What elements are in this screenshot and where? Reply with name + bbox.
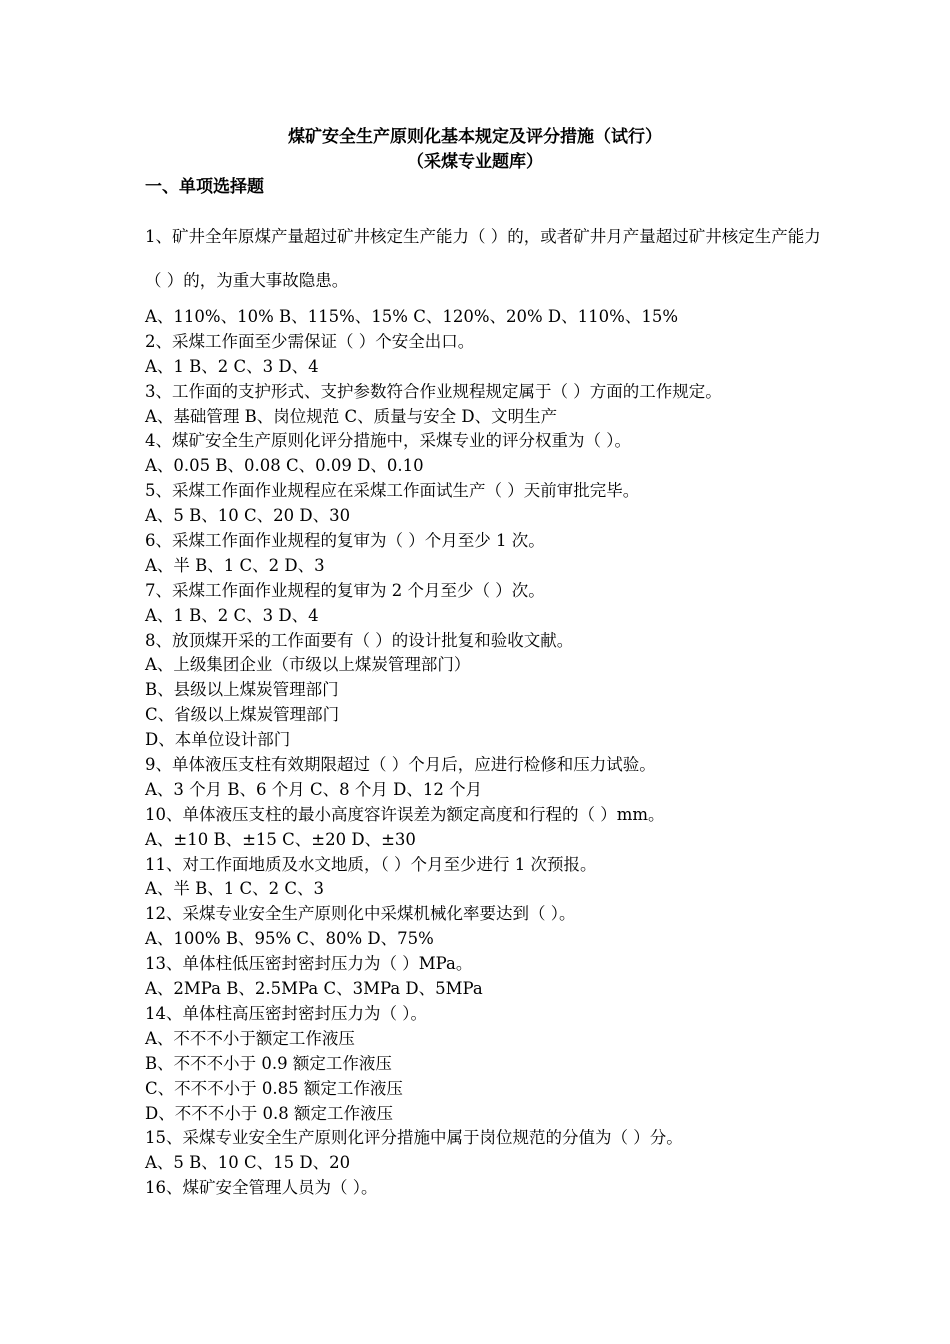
text-line: 2、采煤工作面至少需保证（ ）个安全出口。	[145, 331, 475, 351]
text-line: 15、采煤专业安全生产原则化评分措施中属于岗位规范的分值为（ ）分。	[145, 1128, 683, 1148]
text-line: A、110%、10% B、115%、15% C、120%、20% D、110%、15%	[145, 307, 679, 326]
text-line: 10、单体液压支柱的最小高度容许误差为额定高度和行程的（ ）mm。	[145, 804, 665, 824]
text-line: A、5 B、10 C、20 D、30	[145, 506, 351, 526]
text-line: D、不不不小于 0.8 额定工作液压	[145, 1103, 393, 1123]
text-line: A、5 B、10 C、15 D、20	[145, 1153, 351, 1173]
text-line: A、3 个月 B、6 个月 C、8 个月 D、12 个月	[145, 779, 483, 799]
text-line: A、不不不小于额定工作液压	[145, 1028, 355, 1048]
text-line: 16、煤矿安全管理人员为（ ）。	[145, 1178, 378, 1198]
text-line: A、±10 B、±15 C、±20 D、±30	[145, 829, 416, 849]
text-line: 9、单体液压支柱有效期限超过（ ）个月后，应进行检修和压力试验。	[145, 755, 656, 775]
text-line: 14、单体柱高压密封密封压力为（ ）。	[145, 1003, 427, 1023]
text-line: A、上级集团企业（市级以上煤炭管理部门）	[145, 655, 471, 675]
text-line: 13、单体柱低压密封密封压力为（ ）MPa。	[145, 954, 473, 974]
text-line: 7、采煤工作面作业规程的复审为 2 个月至少（ ）次。	[145, 580, 545, 600]
text-line: 4、煤矿安全生产原则化评分措施中，采煤专业的评分权重为（ ）。	[145, 431, 631, 451]
text-line: C、不不不小于 0.85 额定工作液压	[145, 1078, 403, 1098]
text-line: 6、采煤工作面作业规程的复审为（ ）个月至少 1 次。	[145, 531, 545, 551]
text-line: D、本单位设计部门	[145, 730, 291, 750]
text-line: A、基础管理 B、岗位规范 C、质量与安全 D、文明生产	[145, 406, 558, 426]
document-subtitle: （采煤专业题库）	[407, 152, 543, 172]
text-line: 3、工作面的支护形式、支护参数符合作业规程规定属于（ ）方面的工作规定。	[145, 381, 722, 401]
text-line: C、省级以上煤炭管理部门	[145, 705, 340, 725]
text-line: A、0.05 B、0.08 C、0.09 D、0.10	[145, 456, 424, 476]
text-line: B、县级以上煤炭管理部门	[145, 680, 339, 700]
document-title: 煤矿安全生产原则化基本规定及评分措施（试行）	[288, 127, 662, 147]
text-line: A、100% B、95% C、80% D、75%	[145, 929, 434, 949]
text-line: A、2MPa B、2.5MPa C、3MPa D、5MPa	[145, 979, 483, 999]
text-line: B、不不不小于 0.9 额定工作液压	[145, 1053, 392, 1073]
text-line: A、半 B、1 C、2 C、3	[145, 879, 325, 899]
text-line: 5、采煤工作面作业规程应在采煤工作面试生产（ ）天前审批完毕。	[145, 481, 640, 501]
text-line: 11、对工作面地质及水文地质，（ ）个月至少进行 1 次预报。	[145, 854, 597, 874]
question-list	[145, 305, 845, 1201]
text-line: A、1 B、2 C、3 D、4	[145, 605, 319, 625]
text-line: A、半 B、1 C、2 D、3	[145, 555, 325, 575]
question-1: 1、矿井全年原煤产量超过矿井核定生产能力（ ）的，或者矿井月产量超过矿井核定生产能力（ ）的，为重大事故隐患。	[145, 227, 821, 290]
section-heading: 一、单项选择题	[145, 177, 264, 197]
text-line: 12、采煤专业安全生产原则化中采煤机械化率要达到（ ）。	[145, 904, 576, 924]
text-line: 8、放顶煤开采的工作面要有（ ）的设计批复和验收文献。	[145, 630, 574, 650]
text-line: A、1 B、2 C、3 D、4	[145, 356, 319, 376]
